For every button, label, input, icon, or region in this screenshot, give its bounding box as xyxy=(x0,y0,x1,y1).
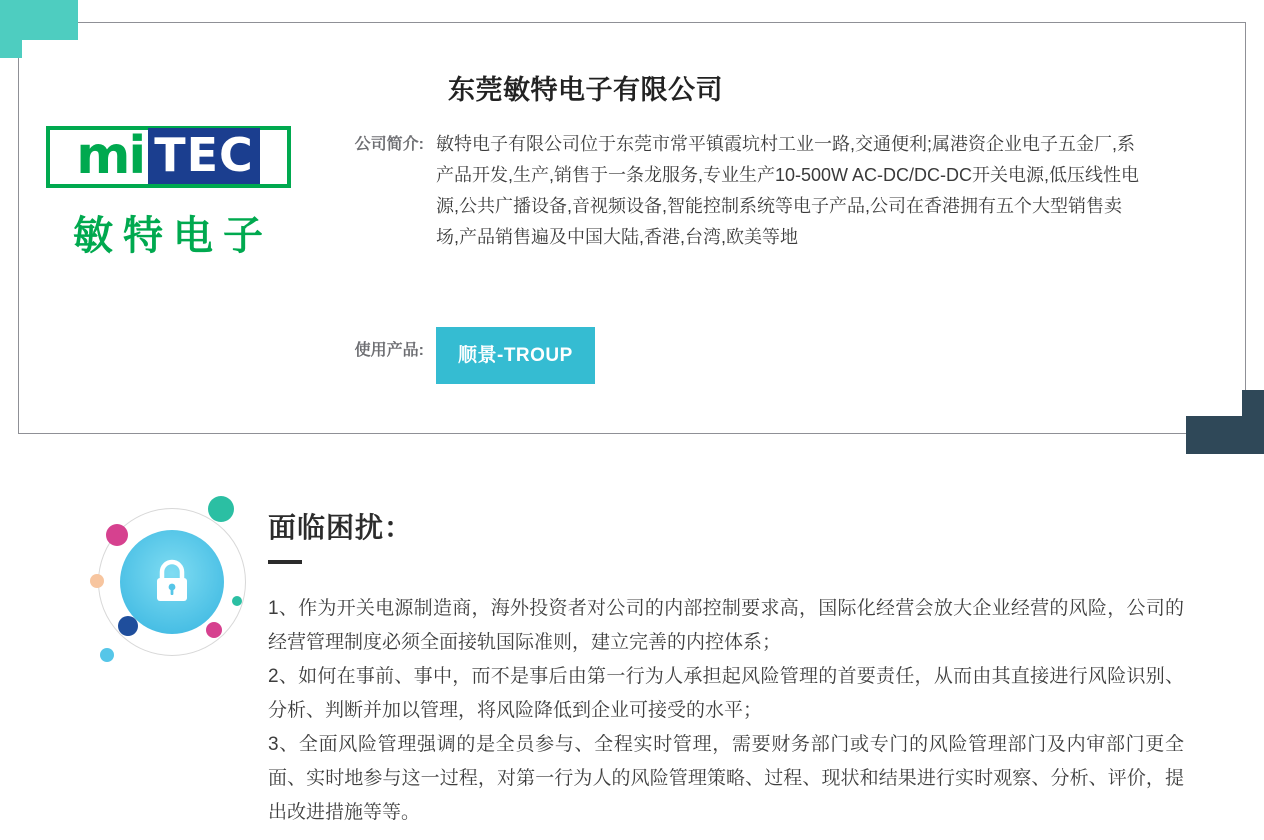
company-profile-label: 公司简介: xyxy=(354,136,424,153)
lock-illustration xyxy=(0,480,268,680)
logo-wordmark xyxy=(46,126,291,188)
challenge-paragraph-3: 3、全面风险管理强调的是全员参与、全程实时管理，需要财务部门或专门的风险管理部门及内审部门更全面、实时地参与这一过程，对第一行为人的风险管理策略、过程、现状和结果进行实时观察、分析、评价，提出改进措施等等。 xyxy=(268,734,1184,823)
decor-dot-pink xyxy=(106,524,128,546)
decor-dot-peach xyxy=(90,574,104,588)
lock-icon xyxy=(149,556,195,608)
logo-tec-text: TEC xyxy=(148,128,260,184)
product-badge[interactable]: 顺景-TROUP xyxy=(436,327,595,384)
company-card xyxy=(18,22,1246,434)
logo-mi-text: mi xyxy=(76,126,145,186)
lock-circle xyxy=(120,530,224,634)
company-profile-row xyxy=(318,129,1206,253)
title-underline xyxy=(268,560,302,564)
decor-dot-teal xyxy=(208,496,234,522)
challenges-section xyxy=(0,480,1264,830)
challenge-paragraph-2: 2、如何在事前、事中，而不是事后由第一行为人承担起风险管理的首要责任，从而由其直接进行风险识别、分析、判断并加以管理，将风险降低到企业可接受的水平； xyxy=(268,666,1184,721)
company-profile-text: 敏特电子有限公司位于东莞市常平镇霞坑村工业一路,交通便利;属港资企业电子五金厂,系产品开发,生产,销售于一条龙服务,专业生产10-500W AC-DC/DC-DC开关电源,低压线性电源,公共广播设备,音视频设备,智能控制系统等电子产品,公司在香港拥有五个大型销售卖场,产品销售遍及中国大陆,香港,台湾,欧美等地 xyxy=(436,134,1140,247)
company-logo xyxy=(18,22,318,434)
challenges-title: 面临困扰： xyxy=(268,512,414,543)
product-used-label: 使用产品: xyxy=(354,342,424,359)
decor-dot-magenta xyxy=(206,622,222,638)
decor-dot-green xyxy=(232,596,242,606)
logo-chinese-text: 敏特电子 xyxy=(73,214,273,258)
decor-dot-blue xyxy=(100,648,114,662)
challenges-body xyxy=(268,592,1184,830)
challenge-paragraph-1: 1、作为开关电源制造商，海外投资者对公司的内部控制要求高，国际化经营会放大企业经营的风险，公司的经营管理制度必须全面接轨国际准则，建立完善的内控体系； xyxy=(268,598,1184,653)
product-used-row xyxy=(318,327,1206,384)
product-used-value xyxy=(436,327,1141,384)
company-name: 东莞敏特电子有限公司 xyxy=(448,75,723,105)
